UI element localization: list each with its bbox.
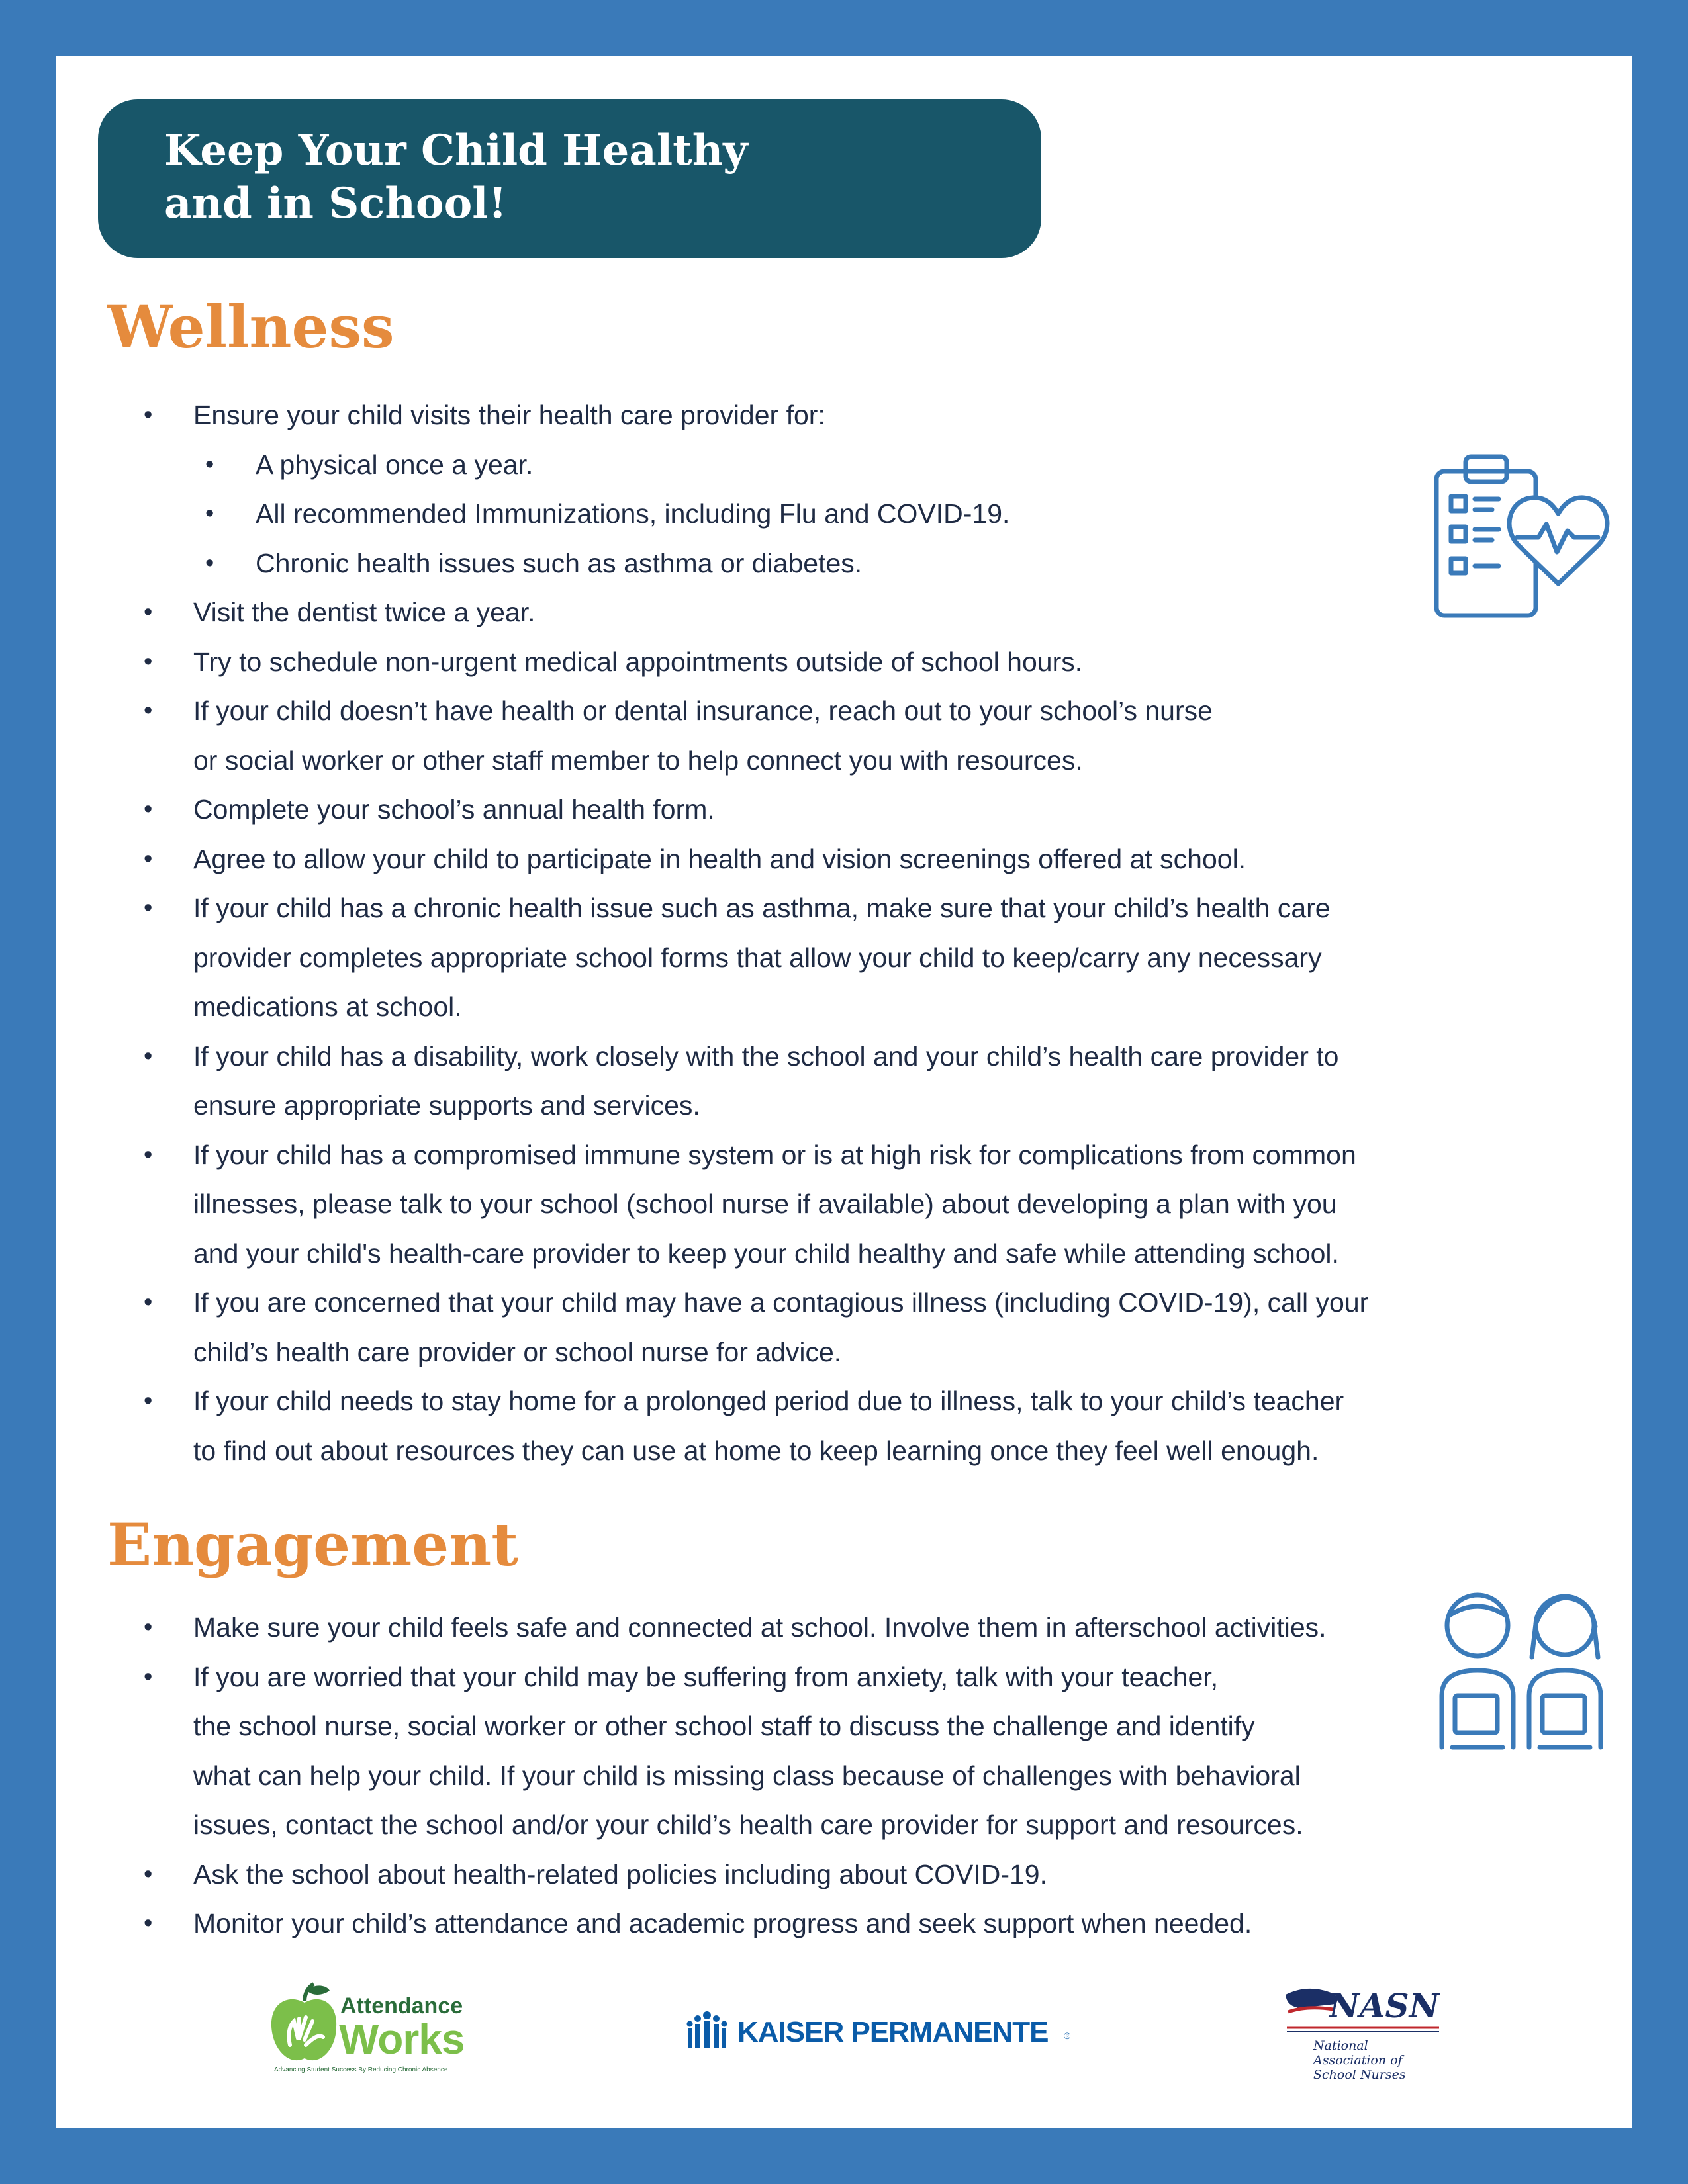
engagement-list xyxy=(56,1603,1446,1948)
sub-list-item: • Chronic health issues such as asthma or diabetes. xyxy=(56,539,1532,588)
kaiser-permanente-logo xyxy=(684,2001,1121,2061)
list-item-continuation: to find out about resources they can use at home to keep learning once they feel well enough. xyxy=(193,1435,1319,1466)
kaiser-permanente-name: KAISER PERMANENTE xyxy=(737,2016,1049,2048)
two-students-icon xyxy=(1432,1584,1611,1763)
list-item-continuation: provider completes appropriate school forms that allow your child to keep/carry any necessary xyxy=(193,942,1322,973)
wellness-list xyxy=(56,390,1532,1475)
list-item: • Make sure your child feels safe and connected at school. Involve them in afterschool activities. xyxy=(56,1603,1446,1653)
list-item: • Monitor your child’s attendance and academic progress and seek support when needed. xyxy=(56,1899,1446,1948)
list-item: • If you are concerned that your child may have a contagious illness (including COVID-19), call your xyxy=(56,1278,1532,1328)
clipboard-heart-icon xyxy=(1432,453,1618,618)
list-item-continuation: ensure appropriate supports and services. xyxy=(193,1090,700,1120)
list-item: • Ask the school about health-related policies including about COVID-19. xyxy=(56,1850,1446,1899)
list-item-continuation: child’s health care provider or school nurse for advice. xyxy=(193,1336,842,1367)
list-item: • If your child has a disability, work closely with the school and your child’s health care provider to xyxy=(56,1032,1532,1081)
engagement-heading: Engagement xyxy=(107,1510,518,1579)
nasn-line1: National xyxy=(1313,2038,1368,2053)
kaiser-figures-icon xyxy=(684,2011,729,2050)
list-item: • If your child needs to stay home for a prolonged period due to illness, talk to your child’s teacher xyxy=(56,1377,1532,1426)
kaiser-registered-mark: ® xyxy=(1064,2030,1071,2041)
list-item: • If your child has a chronic health issue such as asthma, make sure that your child’s health care xyxy=(56,884,1532,933)
list-item: • Complete your school’s annual health form. xyxy=(56,785,1532,835)
nasn-abbr: NASN xyxy=(1329,1986,1440,2025)
list-item: • Ensure your child visits their health care provider for: xyxy=(56,390,1532,440)
title-line-2: and in School! xyxy=(164,179,507,228)
list-item-continuation: issues, contact the school and/or your child’s health care provider for support and resources. xyxy=(193,1809,1303,1840)
sub-list-item: • All recommended Immunizations, including Flu and COVID-19. xyxy=(56,489,1532,539)
apple-hand-icon xyxy=(267,1981,340,2068)
list-item-continuation: or social worker or other staff member to help connect you with resources. xyxy=(193,745,1083,776)
list-item-continuation: and your child's health-care provider to keep your child healthy and safe while attending school. xyxy=(193,1238,1339,1269)
attendance-works-logo xyxy=(267,1981,512,2081)
nasn-cap-mark xyxy=(1280,1981,1446,2034)
flyer-page xyxy=(56,56,1632,2128)
nasn-line3: School Nurses xyxy=(1313,2068,1406,2082)
wellness-heading: Wellness xyxy=(107,293,395,361)
sub-list-item: • A physical once a year. xyxy=(56,440,1532,490)
title-banner xyxy=(98,99,1041,258)
nasn-logo xyxy=(1280,1981,1446,2094)
list-item: • Visit the dentist twice a year. xyxy=(56,588,1532,637)
attendance-works-line2: Works xyxy=(339,2015,465,2063)
list-item: • If you are worried that your child may be suffering from anxiety, talk with your teacher, xyxy=(56,1653,1446,1702)
list-item-continuation: the school nurse, social worker or other school staff to discuss the challenge and identify xyxy=(193,1711,1255,1741)
list-item: • If your child has a compromised immune system or is at high risk for complications from common xyxy=(56,1130,1532,1180)
title-line-1: Keep Your Child Healthy xyxy=(164,126,748,175)
list-item-continuation: medications at school. xyxy=(193,991,462,1022)
list-item-continuation: what can help your child. If your child is missing class because of challenges with behavioral xyxy=(193,1760,1301,1791)
nasn-line2: Association of xyxy=(1313,2053,1403,2068)
list-item: • Try to schedule non-urgent medical appointments outside of school hours. xyxy=(56,637,1532,687)
list-item-continuation: illnesses, please talk to your school (school nurse if available) about developing a plan with you xyxy=(193,1189,1337,1219)
list-item: • If your child doesn’t have health or dental insurance, reach out to your school’s nurse xyxy=(56,686,1532,736)
attendance-works-line1: Attendance xyxy=(340,1993,463,2019)
list-item: • Agree to allow your child to participate in health and vision screenings offered at school. xyxy=(56,835,1532,884)
attendance-works-tagline: Advancing Student Success By Reducing Chronic Absence xyxy=(274,2066,448,2073)
